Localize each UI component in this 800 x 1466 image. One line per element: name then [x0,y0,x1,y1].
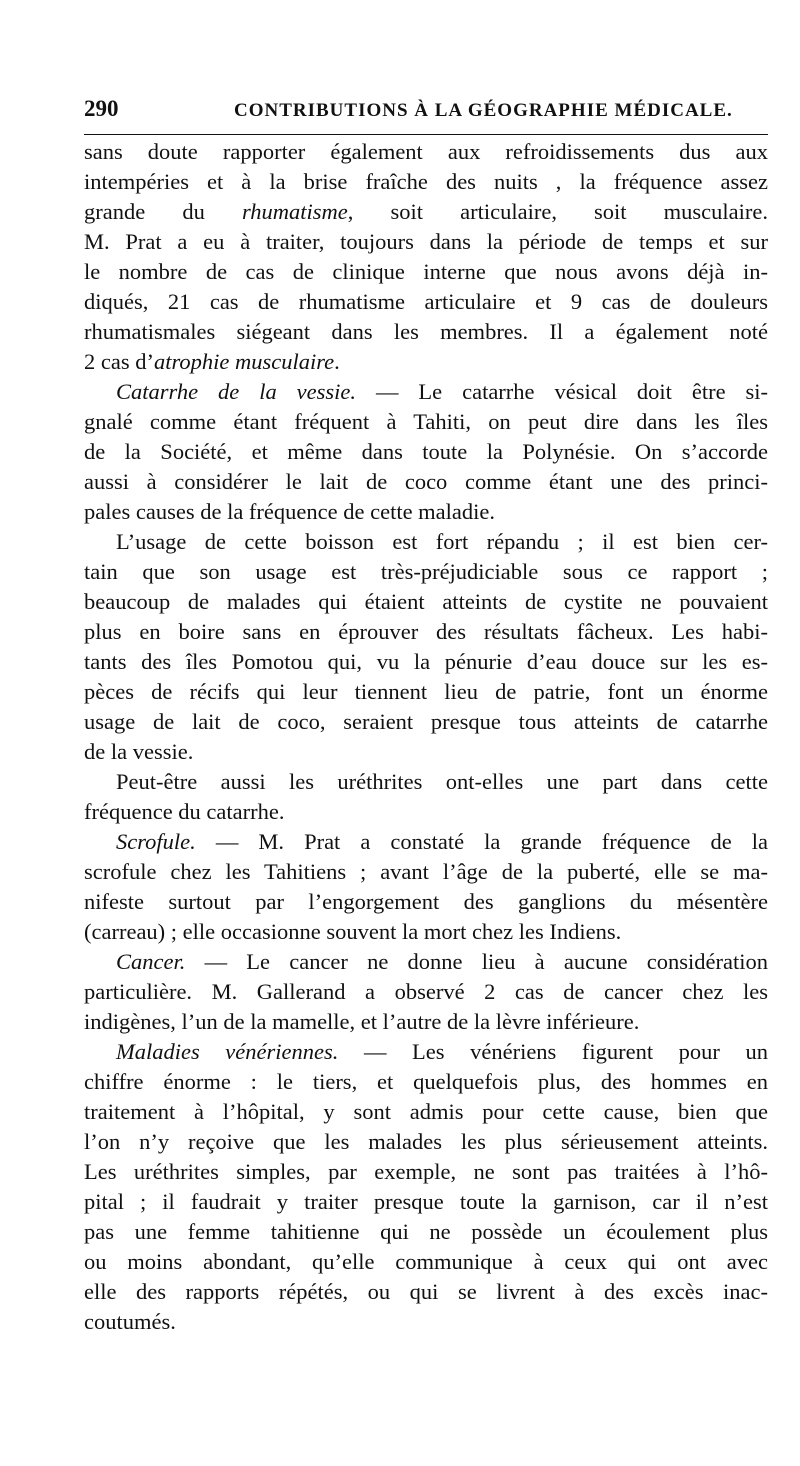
text-line: de la vessie. [84,739,194,764]
text-line [84,947,768,977]
text-line: ou moins abondant, qu’elle communique à ceux qui ont avec [84,1249,768,1274]
text-line: de la Société, et même dans toute la Polynésie. On s’accorde [84,439,768,464]
text-run: — Le cancer ne donne lieu à aucune considération [185,949,768,974]
text-line: traitement à l’hôpital, y sont admis pour cette cause, bien que [84,1099,768,1124]
text-line [84,1037,768,1067]
text-line: beaucoup de malades qui étaient atteints de cystite ne pouvaient [84,589,768,614]
text-line: tants des îles Pomotou qui, vu la pénurie d’eau douce sur les es- [84,649,768,674]
text-line: pales causes de la fréquence de cette maladie. [84,499,496,524]
text-line: chiffre énorme : le tiers, et quelquefois plus, des hommes en [84,1069,768,1094]
text-line: intempéries et à la brise fraîche des nuits , la fréquence assez [84,169,768,194]
text-line: particulière. M. Gallerand a observé 2 cas de cancer chez les [84,979,768,1004]
text-line: indigènes, l’un de la mamelle, et l’autre de la lèvre inférieure. [84,1009,640,1034]
text-line: (carreau) ; elle occasionne souvent la mort chez les Indiens. [84,919,622,944]
text-line [84,377,768,407]
text-line: pital ; il faudrait y traiter presque toute la garnison, car il n’est [84,1189,768,1214]
text-line [84,347,768,377]
text-line: Les uréthrites simples, par exemple, ne sont pas traitées à l’hô- [84,1159,768,1184]
text-run: 2 cas d’ [84,349,154,374]
text-run: . [334,349,340,374]
section-heading: Catarrhe de la vessie. [116,379,357,404]
text-line: scrofule chez les Tahitiens ; avant l’âge de la puberté, elle se ma- [84,859,768,884]
text-line: nifeste surtout par l’engorgement des ganglions du mésentère [84,889,768,914]
section-heading: Scrofule. [116,829,196,854]
text-line: Peut-être aussi les uréthrites ont-elles une part dans cette [116,769,768,794]
text-line: M. Prat a eu à traiter, toujours dans la période de temps et sur [84,229,768,254]
text-line: tain que son usage est très-préjudiciable sous ce rapport ; [84,559,768,584]
page-number: 290 [84,96,119,121]
text-line: rhumatismales siégeant dans les membres. Il a également noté [84,319,768,344]
text-line: usage de lait de coco, seraient presque tous atteints de catarrhe [84,709,768,734]
text-run: — M. Prat a constaté la grande fréquence de la [195,829,768,854]
text-run: — Les vénériens figurent pour un [338,1039,768,1064]
text-run: grande du [84,199,242,224]
page-header [84,96,768,135]
section-heading: Maladies vénériennes. [116,1039,339,1064]
running-head: CONTRIBUTIONS À LA GÉOGRAPHIE MÉDICALE. [234,100,733,121]
italic-term: rhumatisme [241,199,348,224]
text-line: L’usage de cette boisson est fort répandu ; il est bien cer- [116,529,768,554]
text-line: pèces de récifs qui leur tiennent lieu de patrie, font un énorme [84,679,768,704]
text-line: fréquence du catarrhe. [84,799,285,824]
text-line: diqués, 21 cas de rhumatisme articulaire et 9 cas de douleurs [84,289,768,314]
text-run: , soit articulaire, soit musculaire. [347,199,768,224]
text-run: — Le catarrhe vésical doit être si- [356,379,768,404]
text-line [84,197,768,227]
text-line: sans doute rapporter également aux refroidissements dus aux [84,139,768,164]
italic-term: atrophie musculaire [153,349,335,374]
text-line: plus en boire sans en éprouver des résultats fâcheux. Les habi- [84,619,768,644]
body-text [84,137,768,1337]
document-page [84,96,768,1337]
text-line: elle des rapports répétés, ou qui se livrent à des excès inac- [84,1279,768,1304]
text-line: coutumés. [84,1309,176,1334]
text-line: aussi à considérer le lait de coco comme étant une des princi- [84,469,768,494]
text-line [84,827,768,857]
section-heading: Cancer. [116,949,186,974]
text-line: l’on n’y reçoive que les malades les plus sérieusement atteints. [84,1129,768,1154]
text-line: pas une femme tahitienne qui ne possède un écoulement plus [84,1219,768,1244]
text-line: gnalé comme étant fréquent à Tahiti, on peut dire dans les îles [84,409,768,434]
text-line: le nombre de cas de clinique interne que nous avons déjà in- [84,259,768,284]
